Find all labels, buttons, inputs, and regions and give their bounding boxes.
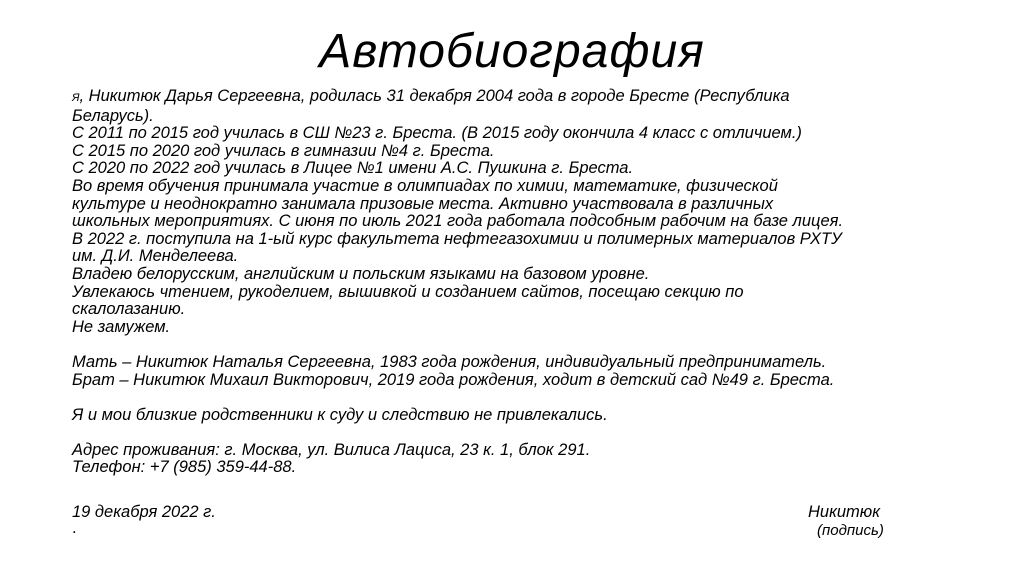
paragraph-gap (72, 336, 952, 354)
legal-statement: Я и мои близкие родственники к суду и следствию не привлекались. (72, 405, 608, 424)
text-line-4: С 2015 по 2020 год училась в гимназии №4 г. Бреста. (72, 141, 495, 160)
text-line-3: С 2011 по 2015 год училась в СШ №23 г. Бреста. (В 2015 году окончила 4 класс с отличием.) (72, 124, 802, 143)
text-line-11: Владею белорусским, английским и польским языками на базовом уровне. (72, 264, 650, 283)
text-line-2: Беларусь). (72, 106, 154, 125)
first-line-rest: , Никитюк Дарья Сергеевна, родилась 31 декабря 2004 года в городе Бресте (Республика (79, 87, 790, 105)
text-line-6: Во время обучения принимала участие в олимпиадах по химии, математике, физической (72, 176, 778, 195)
text-line-13: скалолазанию. (72, 300, 186, 319)
text-line-8: школьных мероприятиях. С июня по июль 2021 года работала подсобным рабочим на базе лицея. (72, 212, 844, 231)
paragraph-gap (72, 389, 952, 407)
autobiography-body (72, 88, 952, 477)
text-line-1 (72, 88, 952, 108)
family-line-mother: Мать – Никитюк Наталья Сергеевна, 1983 года рождения, индивидуальный предприниматель. (72, 352, 827, 371)
text-line-14: Не замужем. (72, 317, 171, 336)
text-line-7: культуре и неоднократно занимала призовые места. Активно участвовала в различных (72, 194, 774, 213)
text-line-5: С 2020 по 2022 год училась в Лицее №1 имени А.С. Пушкина г. Бреста. (72, 159, 634, 178)
trailing-dot: . (72, 519, 77, 537)
contact-phone: Телефон: +7 (985) 359-44-88. (72, 458, 297, 477)
signature-name: Никитюк (808, 503, 881, 521)
lead-letter: Я (72, 92, 80, 104)
text-line-12: Увлекаюсь чтением, рукоделием, вышивкой и созданием сайтов, посещаю секцию по (72, 282, 744, 301)
signature-caption: (подпись) (817, 522, 884, 539)
text-line-10: им. Д.И. Менделеева. (72, 247, 239, 266)
family-line-brother: Брат – Никитюк Михаил Викторович, 2019 года рождения, ходит в детский сад №49 г. Бреста. (72, 370, 835, 389)
document-title: Автобиография (319, 25, 705, 78)
document-date: 19 декабря 2022 г. (72, 503, 216, 521)
contact-address: Адрес проживания: г. Москва, ул. Вилиса Лациса, 23 к. 1, блок 291. (72, 440, 591, 459)
paragraph-gap (72, 424, 952, 442)
text-line-9: В 2022 г. поступила на 1-ый курс факультета нефтегазохимии и полимерных материалов РХТУ (72, 229, 842, 248)
